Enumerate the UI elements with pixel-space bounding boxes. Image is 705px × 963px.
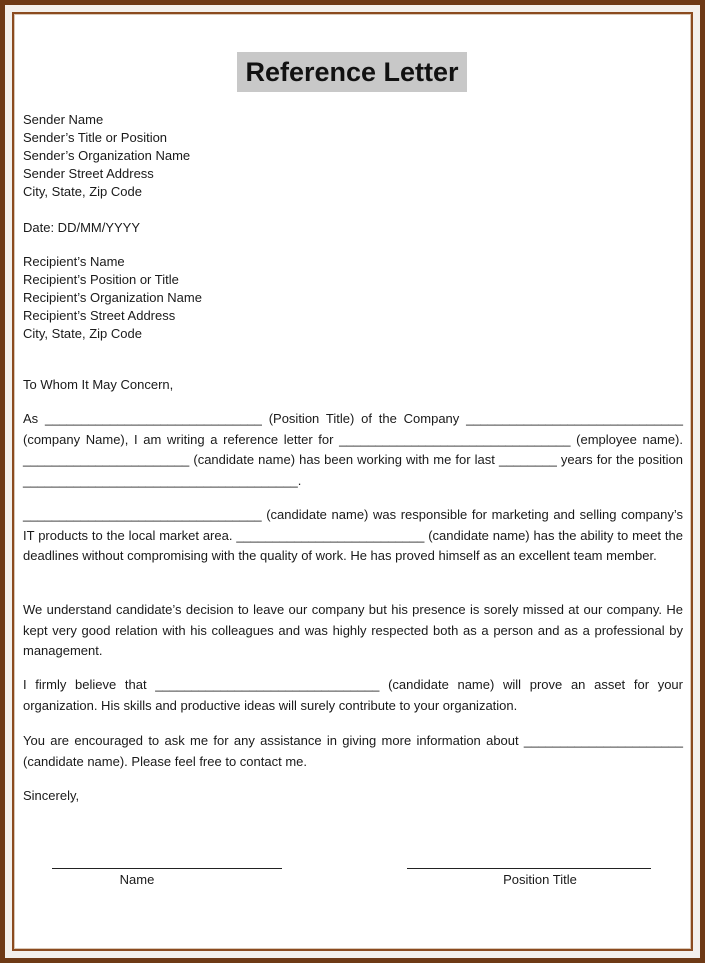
sender-name: Sender Name bbox=[23, 112, 104, 127]
sender-city: City, State, Zip Code bbox=[23, 184, 142, 199]
sender-block bbox=[23, 111, 190, 201]
body-paragraph: We understand candidate’s decision to leave our company but his presence is sorely missed at our company. He kept very good relation with his colleagues and was highly respected both as a person and as a professional by management. bbox=[23, 602, 683, 659]
closing: Sincerely, bbox=[23, 788, 80, 803]
recipient-block bbox=[23, 253, 202, 343]
signature-line-left bbox=[52, 868, 282, 869]
sender-street: Sender Street Address bbox=[23, 166, 154, 181]
recipient-name: Recipient’s Name bbox=[23, 254, 125, 269]
signature-label-name: Name bbox=[119, 872, 155, 887]
body-paragraph: As ______________________________ (Position Title) of the Company ______________________________ (company Name), I am writing a reference letter for ________________________________ (employee name). _______________________ (candidate name) has been working with me for last ________ years for the position ______________________________________. bbox=[23, 411, 683, 489]
recipient-street: Recipient’s Street Address bbox=[23, 308, 176, 323]
letter-title: Reference Letter bbox=[237, 52, 467, 92]
salutation: To Whom It May Concern, bbox=[23, 377, 174, 392]
body-paragraph: _________________________________ (candidate name) was responsible for marketing and selling company’s IT products to the local market area. __________________________ (candidate name) has the ability to meet the deadlines without compromising with the quality of work. He has proved himself as an excellent team member. bbox=[23, 507, 683, 564]
letter-date bbox=[23, 219, 140, 237]
body-paragraph: You are encouraged to ask me for any assistance in giving more information about ______________________ (candidate name). Please feel free to contact me. bbox=[23, 733, 683, 769]
recipient-position: Recipient’s Position or Title bbox=[23, 272, 179, 287]
recipient-organization: Recipient’s Organization Name bbox=[23, 290, 202, 305]
date-text: Date: DD/MM/YYYY bbox=[23, 220, 141, 235]
sender-organization: Sender’s Organization Name bbox=[23, 148, 191, 163]
recipient-city: City, State, Zip Code bbox=[23, 326, 142, 341]
sender-title: Sender’s Title or Position bbox=[23, 130, 168, 145]
body-paragraph: I firmly believe that _______________________________ (candidate name) will prove an asset for your organization. His skills and productive ideas will surely contribute to your organization. bbox=[23, 677, 683, 713]
signature-label-position: Position Title bbox=[503, 872, 577, 887]
signature-line-right bbox=[407, 868, 651, 869]
